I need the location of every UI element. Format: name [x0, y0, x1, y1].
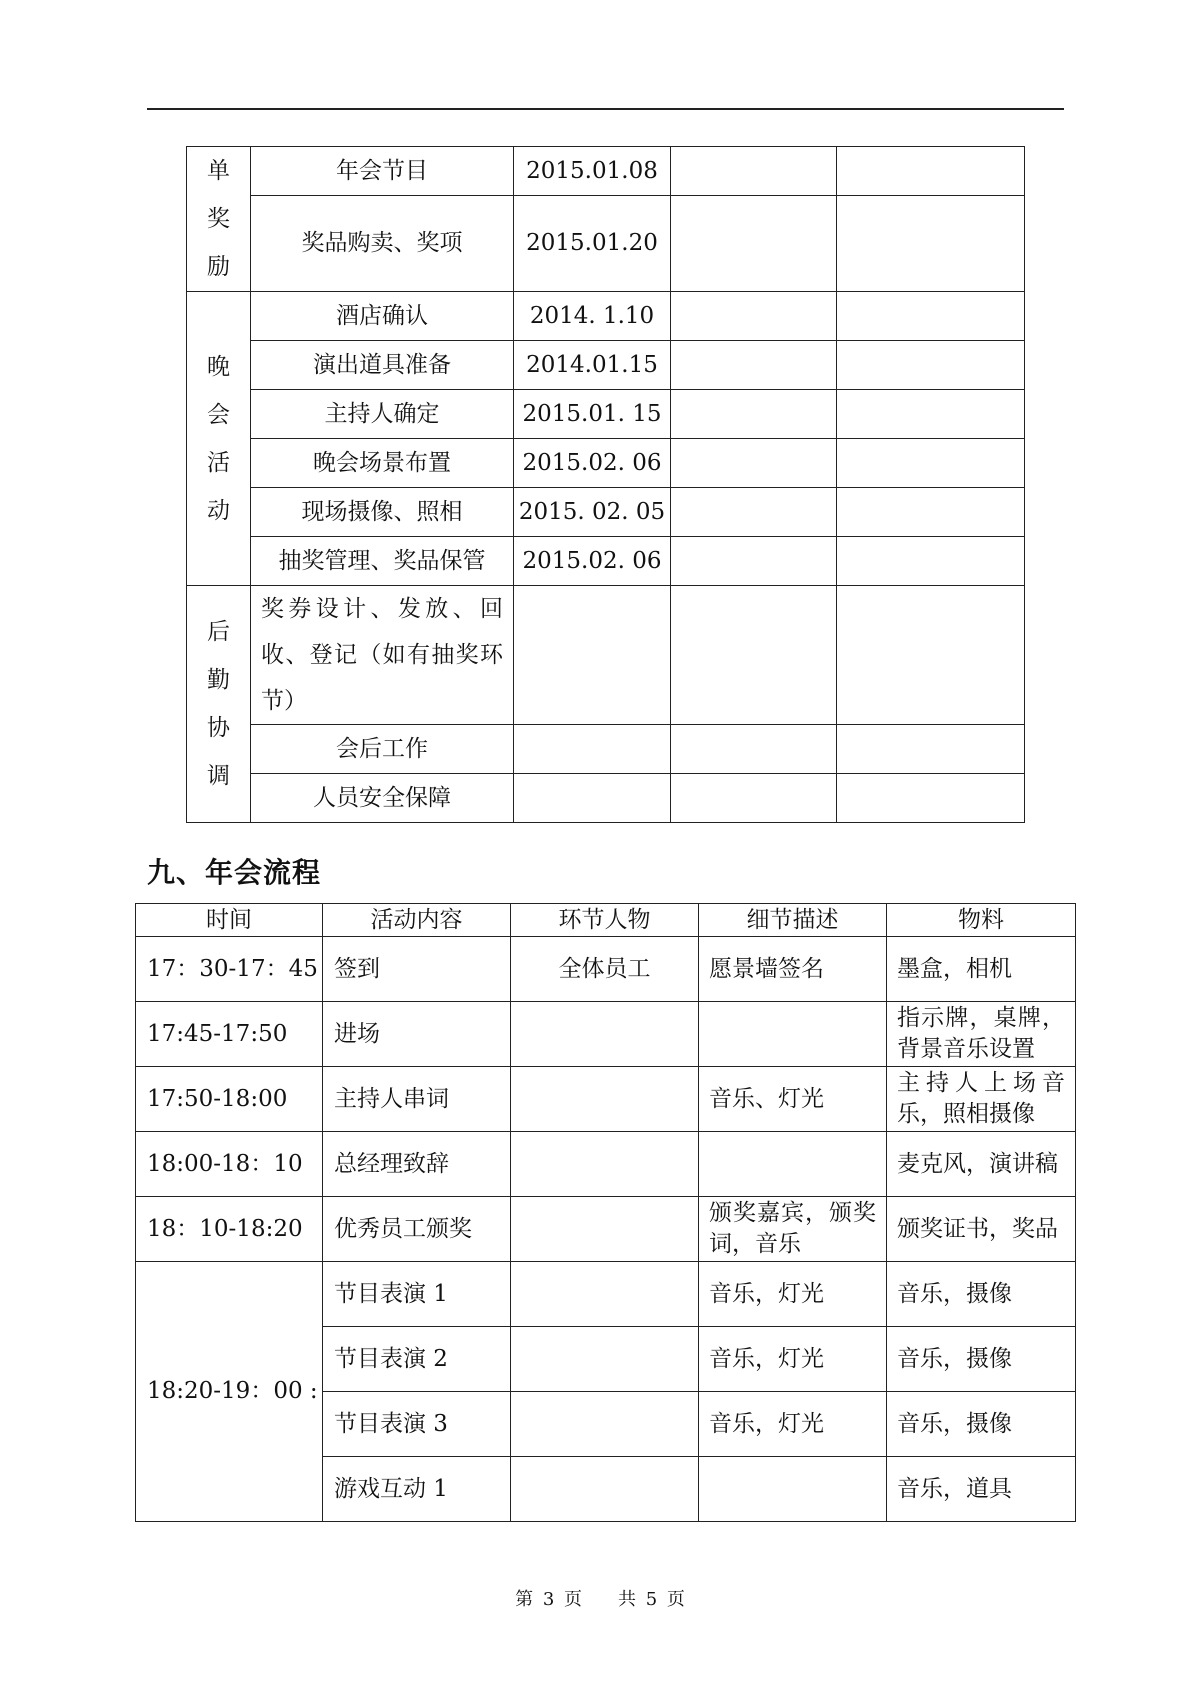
flow-row: [136, 937, 1076, 1002]
schedule-empty-cell: [671, 439, 837, 488]
schedule-date: 2015. 02. 05: [514, 488, 671, 537]
flow-activity: 优秀员工颁奖: [323, 1197, 511, 1262]
flow-header-row: [136, 904, 1076, 937]
schedule-table: [186, 146, 1025, 823]
flow-person: [511, 1067, 699, 1132]
flow-time: 18:00-18：10: [136, 1132, 323, 1197]
flow-header: 活动内容: [323, 904, 511, 937]
flow-time: 18:20-19：00 :: [136, 1262, 323, 1522]
section-title: 九、年会流程: [147, 856, 322, 889]
flow-activity: 签到: [323, 937, 511, 1002]
category-char: 单: [207, 158, 230, 184]
schedule-date: 2015.01.20: [514, 196, 671, 292]
schedule-date: 2014.01.15: [514, 341, 671, 390]
flow-person: [511, 1392, 699, 1457]
flow-header: 细节描述: [699, 904, 887, 937]
flow-material: 主持人上场音乐，照相摄像: [887, 1067, 1076, 1132]
header-rule: [147, 108, 1064, 110]
schedule-date: [514, 774, 671, 823]
category-char: 勤: [207, 667, 230, 693]
flow-person: [511, 1262, 699, 1327]
flow-activity: 进场: [323, 1002, 511, 1067]
flow-detail: 音乐，灯光: [699, 1262, 887, 1327]
schedule-empty-cell: [671, 292, 837, 341]
flow-activity: 主持人串词: [323, 1067, 511, 1132]
flow-person: [511, 1457, 699, 1522]
schedule-row: [187, 439, 1025, 488]
category-char: 活: [207, 449, 230, 476]
flow-material: 墨盒，相机: [887, 937, 1076, 1002]
schedule-date: 2014. 1.10: [514, 292, 671, 341]
category-char: 后: [207, 619, 230, 645]
schedule-empty-cell: [671, 537, 837, 586]
flow-detail: [699, 1132, 887, 1197]
schedule-task: 主持人确定: [251, 390, 514, 439]
schedule-empty-cell: [671, 196, 837, 292]
schedule-task: 奖券设计、发放、回收、登记（如有抽奖环节）: [251, 586, 514, 725]
flow-person: 全体员工: [511, 937, 699, 1002]
page-footer: 第 3 页 共 5 页: [515, 1589, 685, 1610]
schedule-empty-cell: [671, 147, 837, 196]
flow-material: 颁奖证书，奖品: [887, 1197, 1076, 1262]
flow-table: [135, 903, 1076, 1522]
category-char: 协: [207, 715, 230, 741]
schedule-task: 抽奖管理、奖品保管: [251, 537, 514, 586]
category-char: 晚: [207, 353, 230, 380]
flow-activity: 总经理致辞: [323, 1132, 511, 1197]
flow-detail: 音乐，灯光: [699, 1392, 887, 1457]
flow-header: 物料: [887, 904, 1076, 937]
schedule-empty-cell: [671, 341, 837, 390]
schedule-date: [514, 725, 671, 774]
schedule-empty-cell: [671, 586, 837, 725]
flow-time: 18：10-18:20: [136, 1197, 323, 1262]
flow-row: [136, 1262, 1076, 1327]
schedule-row: [187, 537, 1025, 586]
schedule-date: 2015.02. 06: [514, 439, 671, 488]
flow-person: [511, 1132, 699, 1197]
flow-header: 环节人物: [511, 904, 699, 937]
schedule-date: 2015.02. 06: [514, 537, 671, 586]
schedule-empty-cell: [671, 390, 837, 439]
schedule-task: 现场摄像、照相: [251, 488, 514, 537]
flow-detail: 音乐，灯光: [699, 1327, 887, 1392]
schedule-row: [187, 196, 1025, 292]
schedule-empty-cell: [837, 196, 1025, 292]
schedule-empty-cell: [837, 774, 1025, 823]
category-char: 动: [207, 497, 230, 524]
flow-person: [511, 1197, 699, 1262]
flow-row: [136, 1067, 1076, 1132]
flow-time: 17:50-18:00: [136, 1067, 323, 1132]
category-char: 调: [207, 763, 230, 789]
flow-header: 时间: [136, 904, 323, 937]
flow-material: 麦克风，演讲稿: [887, 1132, 1076, 1197]
flow-material: 音乐，道具: [887, 1457, 1076, 1522]
flow-row: [136, 1132, 1076, 1197]
schedule-empty-cell: [837, 586, 1025, 725]
schedule-task: 奖品购卖、奖项: [251, 196, 514, 292]
schedule-empty-cell: [671, 725, 837, 774]
category-char: 励: [207, 254, 230, 280]
flow-time: 17：30-17：45: [136, 937, 323, 1002]
schedule-task: 年会节目: [251, 147, 514, 196]
flow-time: 17:45-17:50: [136, 1002, 323, 1067]
schedule-empty-cell: [837, 439, 1025, 488]
schedule-row: [187, 341, 1025, 390]
schedule-category: [187, 586, 251, 823]
schedule-row: [187, 390, 1025, 439]
category-char: 会: [207, 401, 230, 428]
flow-detail: [699, 1457, 887, 1522]
schedule-row: [187, 488, 1025, 537]
schedule-date: [514, 586, 671, 725]
schedule-empty-cell: [837, 725, 1025, 774]
schedule-date: 2015.01. 15: [514, 390, 671, 439]
flow-material: 音乐，摄像: [887, 1392, 1076, 1457]
schedule-empty-cell: [671, 774, 837, 823]
schedule-empty-cell: [837, 341, 1025, 390]
flow-activity: 节目表演 2: [323, 1327, 511, 1392]
schedule-row: [187, 292, 1025, 341]
schedule-task: 酒店确认: [251, 292, 514, 341]
flow-row: [136, 1197, 1076, 1262]
flow-detail: [699, 1002, 887, 1067]
schedule-row: [187, 147, 1025, 196]
schedule-empty-cell: [837, 390, 1025, 439]
schedule-row: [187, 725, 1025, 774]
schedule-task: 晚会场景布置: [251, 439, 514, 488]
flow-material: 指示牌，桌牌，背景音乐设置: [887, 1002, 1076, 1067]
schedule-task: 人员安全保障: [251, 774, 514, 823]
flow-row: [136, 1002, 1076, 1067]
flow-person: [511, 1002, 699, 1067]
schedule-task: 会后工作: [251, 725, 514, 774]
schedule-row: [187, 774, 1025, 823]
flow-activity: 游戏互动 1: [323, 1457, 511, 1522]
category-char: 奖: [207, 206, 230, 232]
schedule-row: [187, 586, 1025, 725]
schedule-empty-cell: [837, 292, 1025, 341]
schedule-date: 2015.01.08: [514, 147, 671, 196]
schedule-task: 演出道具准备: [251, 341, 514, 390]
schedule-category: [187, 292, 251, 586]
flow-material: 音乐，摄像: [887, 1327, 1076, 1392]
flow-activity: 节目表演 1: [323, 1262, 511, 1327]
schedule-category: [187, 147, 251, 292]
flow-material: 音乐，摄像: [887, 1262, 1076, 1327]
flow-detail: 颁奖嘉宾，颁奖词，音乐: [699, 1197, 887, 1262]
schedule-empty-cell: [837, 147, 1025, 196]
flow-detail: 愿景墙签名: [699, 937, 887, 1002]
schedule-empty-cell: [837, 537, 1025, 586]
schedule-empty-cell: [671, 488, 837, 537]
flow-detail: 音乐、灯光: [699, 1067, 887, 1132]
schedule-empty-cell: [837, 488, 1025, 537]
flow-person: [511, 1327, 699, 1392]
flow-activity: 节目表演 3: [323, 1392, 511, 1457]
